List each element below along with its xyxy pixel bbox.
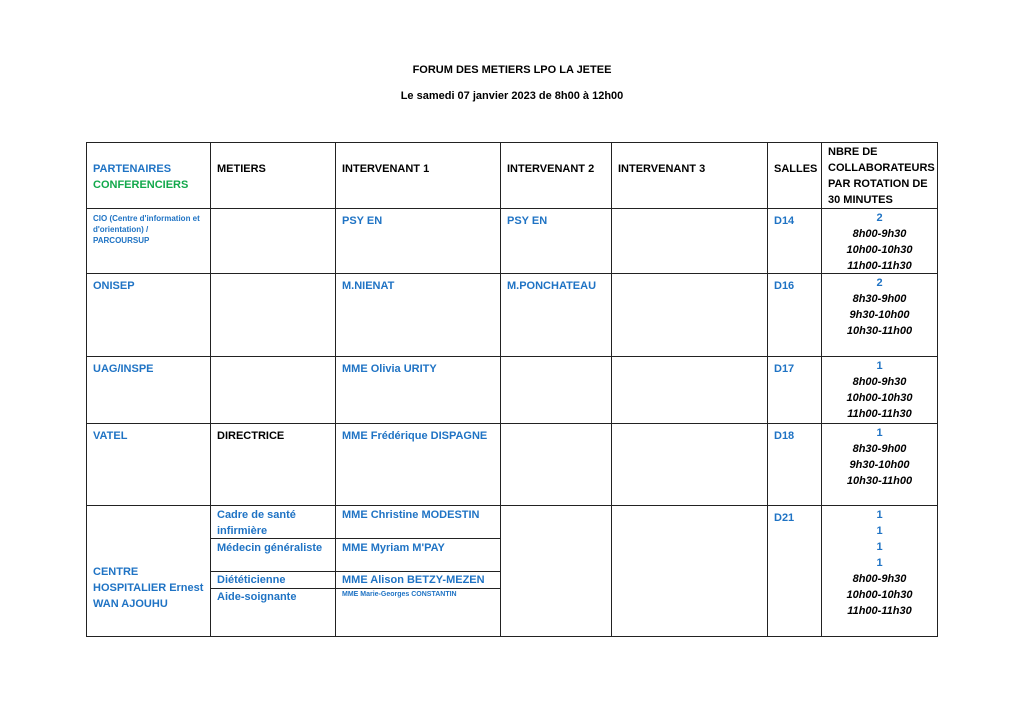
row-3-partenaire: UAG/INSPE: [86, 356, 211, 424]
row-2-nbre: [821, 273, 938, 357]
header-metiers: METIERS: [210, 142, 336, 209]
row-1-int3: [611, 208, 768, 274]
row-4-int2: [500, 423, 612, 506]
row-2-int2: M.PONCHATEAU: [500, 273, 612, 357]
slot: 10h00-10h30: [846, 392, 913, 404]
slot: 8h30-9h00: [852, 293, 907, 305]
row-1-metier: [210, 208, 336, 274]
row-5-metier-4: Aide-soignante: [210, 588, 336, 637]
row-3-int2: [500, 356, 612, 424]
header-partenaires: [86, 142, 211, 209]
header-intervenant-3: INTERVENANT 3: [611, 142, 768, 209]
row-1-salle: D14: [767, 208, 822, 274]
page-title: FORUM DES METIERS LPO LA JETEE: [412, 64, 612, 76]
row-5-salle: D21: [767, 505, 822, 637]
row-3-metier: [210, 356, 336, 424]
nbre-value: 1: [876, 427, 883, 439]
slot: 8h00-9h30: [852, 573, 907, 585]
slot: 10h00-10h30: [846, 244, 913, 256]
nbre-value: 1: [876, 525, 883, 537]
row-4-salle: D18: [767, 423, 822, 506]
row-5-partenaire: CENTRE HOSPITALIER Ernest WAN AJOUHU: [86, 505, 211, 637]
slot: 8h30-9h00: [852, 443, 907, 455]
row-4-partenaire: VATEL: [86, 423, 211, 506]
nbre-value: 2: [876, 277, 883, 289]
slot: 10h30-11h00: [846, 325, 913, 337]
header-partenaires-label: PARTENAIRES: [93, 163, 172, 175]
slot: 9h30-10h00: [849, 459, 910, 471]
row-5-metier-2: Médecin généraliste: [210, 538, 336, 572]
row-3-int3: [611, 356, 768, 424]
row-5-metier-1: Cadre de santé infirmière: [210, 505, 336, 539]
row-5-int1-3: MME Alison BETZY-MEZEN: [335, 571, 501, 589]
nbre-value: 2: [876, 212, 883, 224]
row-2-int1: M.NIENAT: [335, 273, 501, 357]
row-3-int1: MME Olivia URITY: [335, 356, 501, 424]
row-4-nbre: [821, 423, 938, 506]
header-intervenant-1: INTERVENANT 1: [335, 142, 501, 209]
row-2-metier: [210, 273, 336, 357]
header-salles: SALLES: [767, 142, 822, 209]
header-nbre: NBRE DE COLLABORATEURS PAR ROTATION DE 30 MINUTES: [821, 142, 938, 209]
row-5-int3: [611, 505, 768, 637]
row-2-partenaire: ONISEP: [86, 273, 211, 357]
row-2-salle: D16: [767, 273, 822, 357]
row-5-nbre: [821, 505, 938, 637]
row-4-int1: MME Frédérique DISPAGNE: [335, 423, 501, 506]
row-3-salle: D17: [767, 356, 822, 424]
nbre-value: 1: [876, 509, 883, 521]
slot: 10h00-10h30: [846, 589, 913, 601]
row-4-metier: DIRECTRICE: [210, 423, 336, 506]
row-1-nbre: [821, 208, 938, 274]
row-1-int1: PSY EN: [335, 208, 501, 274]
row-5-int1-2: MME Myriam M'PAY: [335, 538, 501, 572]
slot: 11h00-11h30: [847, 605, 912, 617]
header-conferenciers-label: CONFERENCIERS: [93, 179, 189, 191]
slot: 8h00-9h30: [852, 228, 907, 240]
row-5-metier-3: Diététicienne: [210, 571, 336, 589]
header-intervenant-2: INTERVENANT 2: [500, 142, 612, 209]
row-5-int2: [500, 505, 612, 637]
row-1-partenaire: CIO (Centre d'information et d'orientation) / PARCOURSUP: [86, 208, 211, 274]
nbre-value: 1: [876, 360, 883, 372]
row-1-int2: PSY EN: [500, 208, 612, 274]
slot: 10h30-11h00: [846, 475, 913, 487]
row-5-int1-1: MME Christine MODESTIN: [335, 505, 501, 539]
slot: 11h00-11h30: [847, 408, 912, 420]
nbre-value: 1: [876, 557, 883, 569]
row-3-nbre: [821, 356, 938, 424]
page-subtitle: Le samedi 07 janvier 2023 de 8h00 à 12h00: [400, 90, 624, 102]
row-2-int3: [611, 273, 768, 357]
slot: 11h00-11h30: [847, 260, 912, 272]
nbre-value: 1: [876, 541, 883, 553]
row-5-int1-4: MME Marie-Georges CONSTANTIN: [335, 588, 501, 637]
slot: 8h00-9h30: [852, 376, 907, 388]
row-4-int3: [611, 423, 768, 506]
slot: 9h30-10h00: [849, 309, 910, 321]
